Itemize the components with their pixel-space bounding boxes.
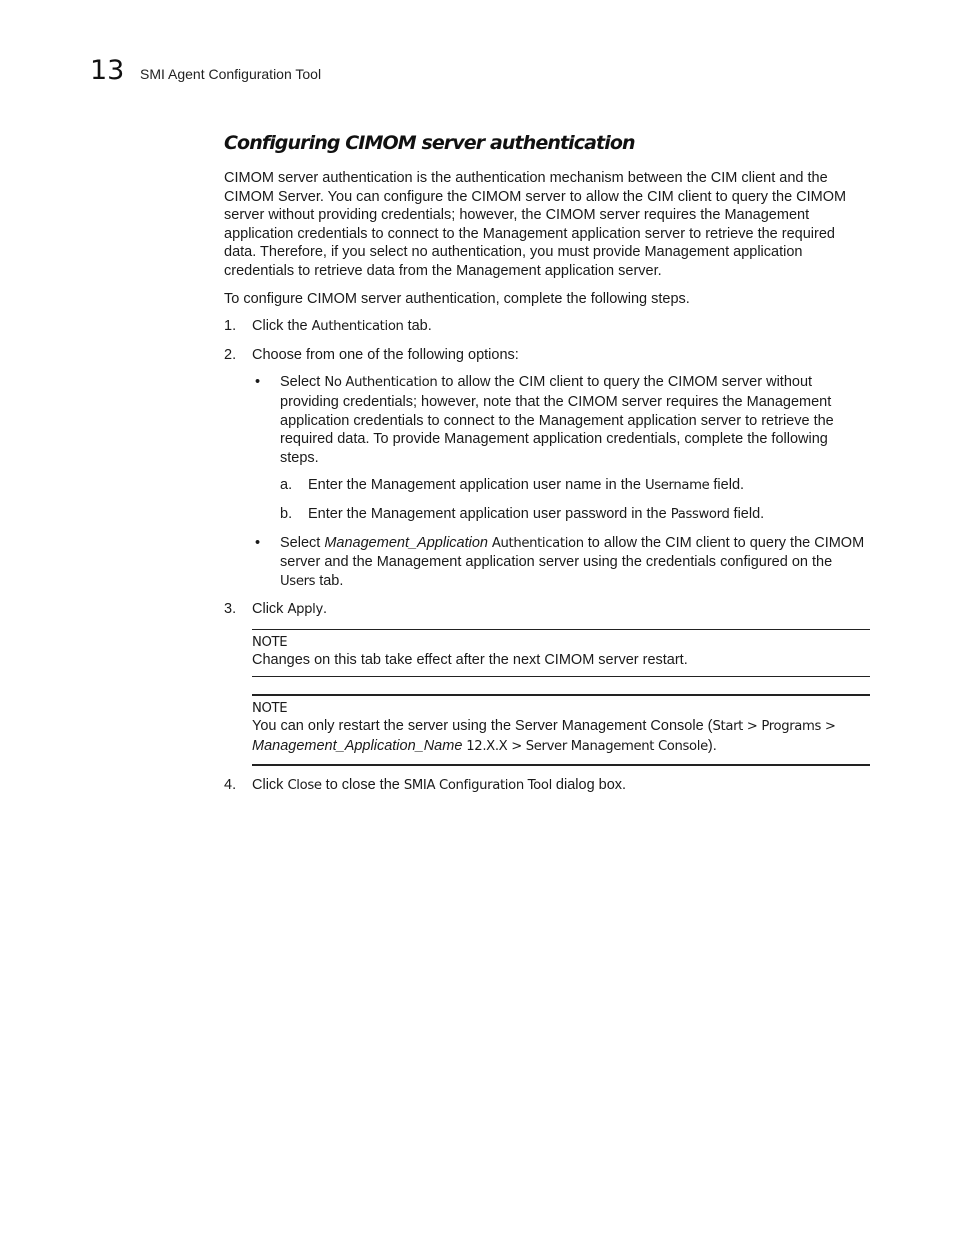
note-label: NOTE	[252, 701, 288, 717]
note-text: Changes on this tab take effect after the next CIMOM server restart.	[252, 651, 688, 668]
substep-text: field.	[709, 477, 745, 494]
step-text: Choose from one of the following options:	[252, 346, 519, 363]
bullet-text: to allow the CIM client to query the CIMOM server and the Management application server using the credentials configured on the	[280, 534, 865, 571]
ui-term: Start > Programs >	[712, 719, 836, 735]
step-1	[224, 317, 870, 337]
bullet-text: Select	[280, 374, 325, 391]
step-text: Click the	[252, 318, 312, 335]
step-text: dialog box.	[551, 776, 627, 793]
step-text: Click	[252, 601, 288, 618]
ui-term: Users	[280, 573, 316, 589]
note-text-part: You can only restart the server using the Server Management Console (	[252, 718, 713, 735]
bullet-text: to allow the CIM client to query the CIMOM server without providing credentials; however, note that the CIMOM server requires the Management application credentials to connect to the Management application server to retrieve the required data. To provide Management application credentials, complete the following steps.	[280, 374, 834, 466]
bullet-management-authentication	[224, 534, 870, 592]
step-number: 1.	[224, 318, 237, 335]
note-box-console	[252, 694, 870, 765]
substep-text: Enter the Management application user password in the	[308, 505, 671, 522]
ui-term: Username	[644, 478, 710, 494]
ui-term: Authentication	[487, 535, 584, 551]
bullet-no-authentication	[224, 373, 870, 467]
chapter-number: 13	[90, 55, 125, 86]
substep-letter: a.	[280, 477, 293, 494]
note-label: NOTE	[252, 634, 288, 650]
ui-term: Apply	[287, 602, 323, 618]
ui-term: No Authentication	[324, 375, 438, 391]
note-text-part: ).	[707, 738, 717, 755]
intro-paragraph: CIMOM server authentication is the authentication mechanism between the CIM client and the CIMOM Server. You can configure the CIMOM server to allow the CIM client to query the CIMOM server without providing credentials; however, the CIMOM server requires the Management application credentials to connect to the Management application server to retrieve the required data. Therefore, if you select no authentication, you must provide Management application credentials to retrieve data from the Management application server.	[224, 170, 847, 279]
note-box-restart	[252, 629, 870, 678]
step-number: 2.	[224, 346, 237, 363]
ui-term: Password	[670, 506, 730, 522]
step-2	[224, 346, 870, 365]
italic-term: Management_Application	[324, 534, 488, 551]
ui-term: Authentication	[311, 319, 404, 335]
step-number: 3.	[224, 601, 237, 618]
ui-term: SMIA Configuration Tool	[403, 777, 552, 793]
page-content	[224, 132, 870, 804]
step-number: 4.	[224, 776, 237, 793]
lead-paragraph: To configure CIMOM server authentication, complete the following steps.	[224, 290, 690, 307]
chapter-title: SMI Agent Configuration Tool	[140, 66, 322, 82]
ui-term: Close	[287, 777, 322, 793]
bullet-icon: •	[255, 534, 261, 551]
substep-letter: b.	[280, 505, 293, 522]
italic-term: Management_Application_Name	[252, 738, 463, 755]
step-text: tab.	[403, 318, 432, 335]
step-3	[224, 600, 870, 620]
substep-text: field.	[729, 505, 765, 522]
substep-a	[224, 476, 870, 496]
step-text: to close the	[321, 776, 404, 793]
section-title: Configuring CIMOM server authentication	[224, 132, 635, 154]
note-text	[252, 717, 870, 756]
step-4	[224, 776, 870, 796]
bullet-icon: •	[255, 374, 261, 391]
step-text: .	[322, 601, 327, 618]
bullet-text: Select	[280, 534, 325, 551]
ui-term: 12.X.X > Server Management Console	[462, 739, 708, 755]
substep-text: Enter the Management application user name in the	[308, 477, 645, 494]
bullet-text: tab.	[315, 572, 344, 589]
substep-b	[224, 505, 870, 525]
step-text: Click	[252, 776, 288, 793]
